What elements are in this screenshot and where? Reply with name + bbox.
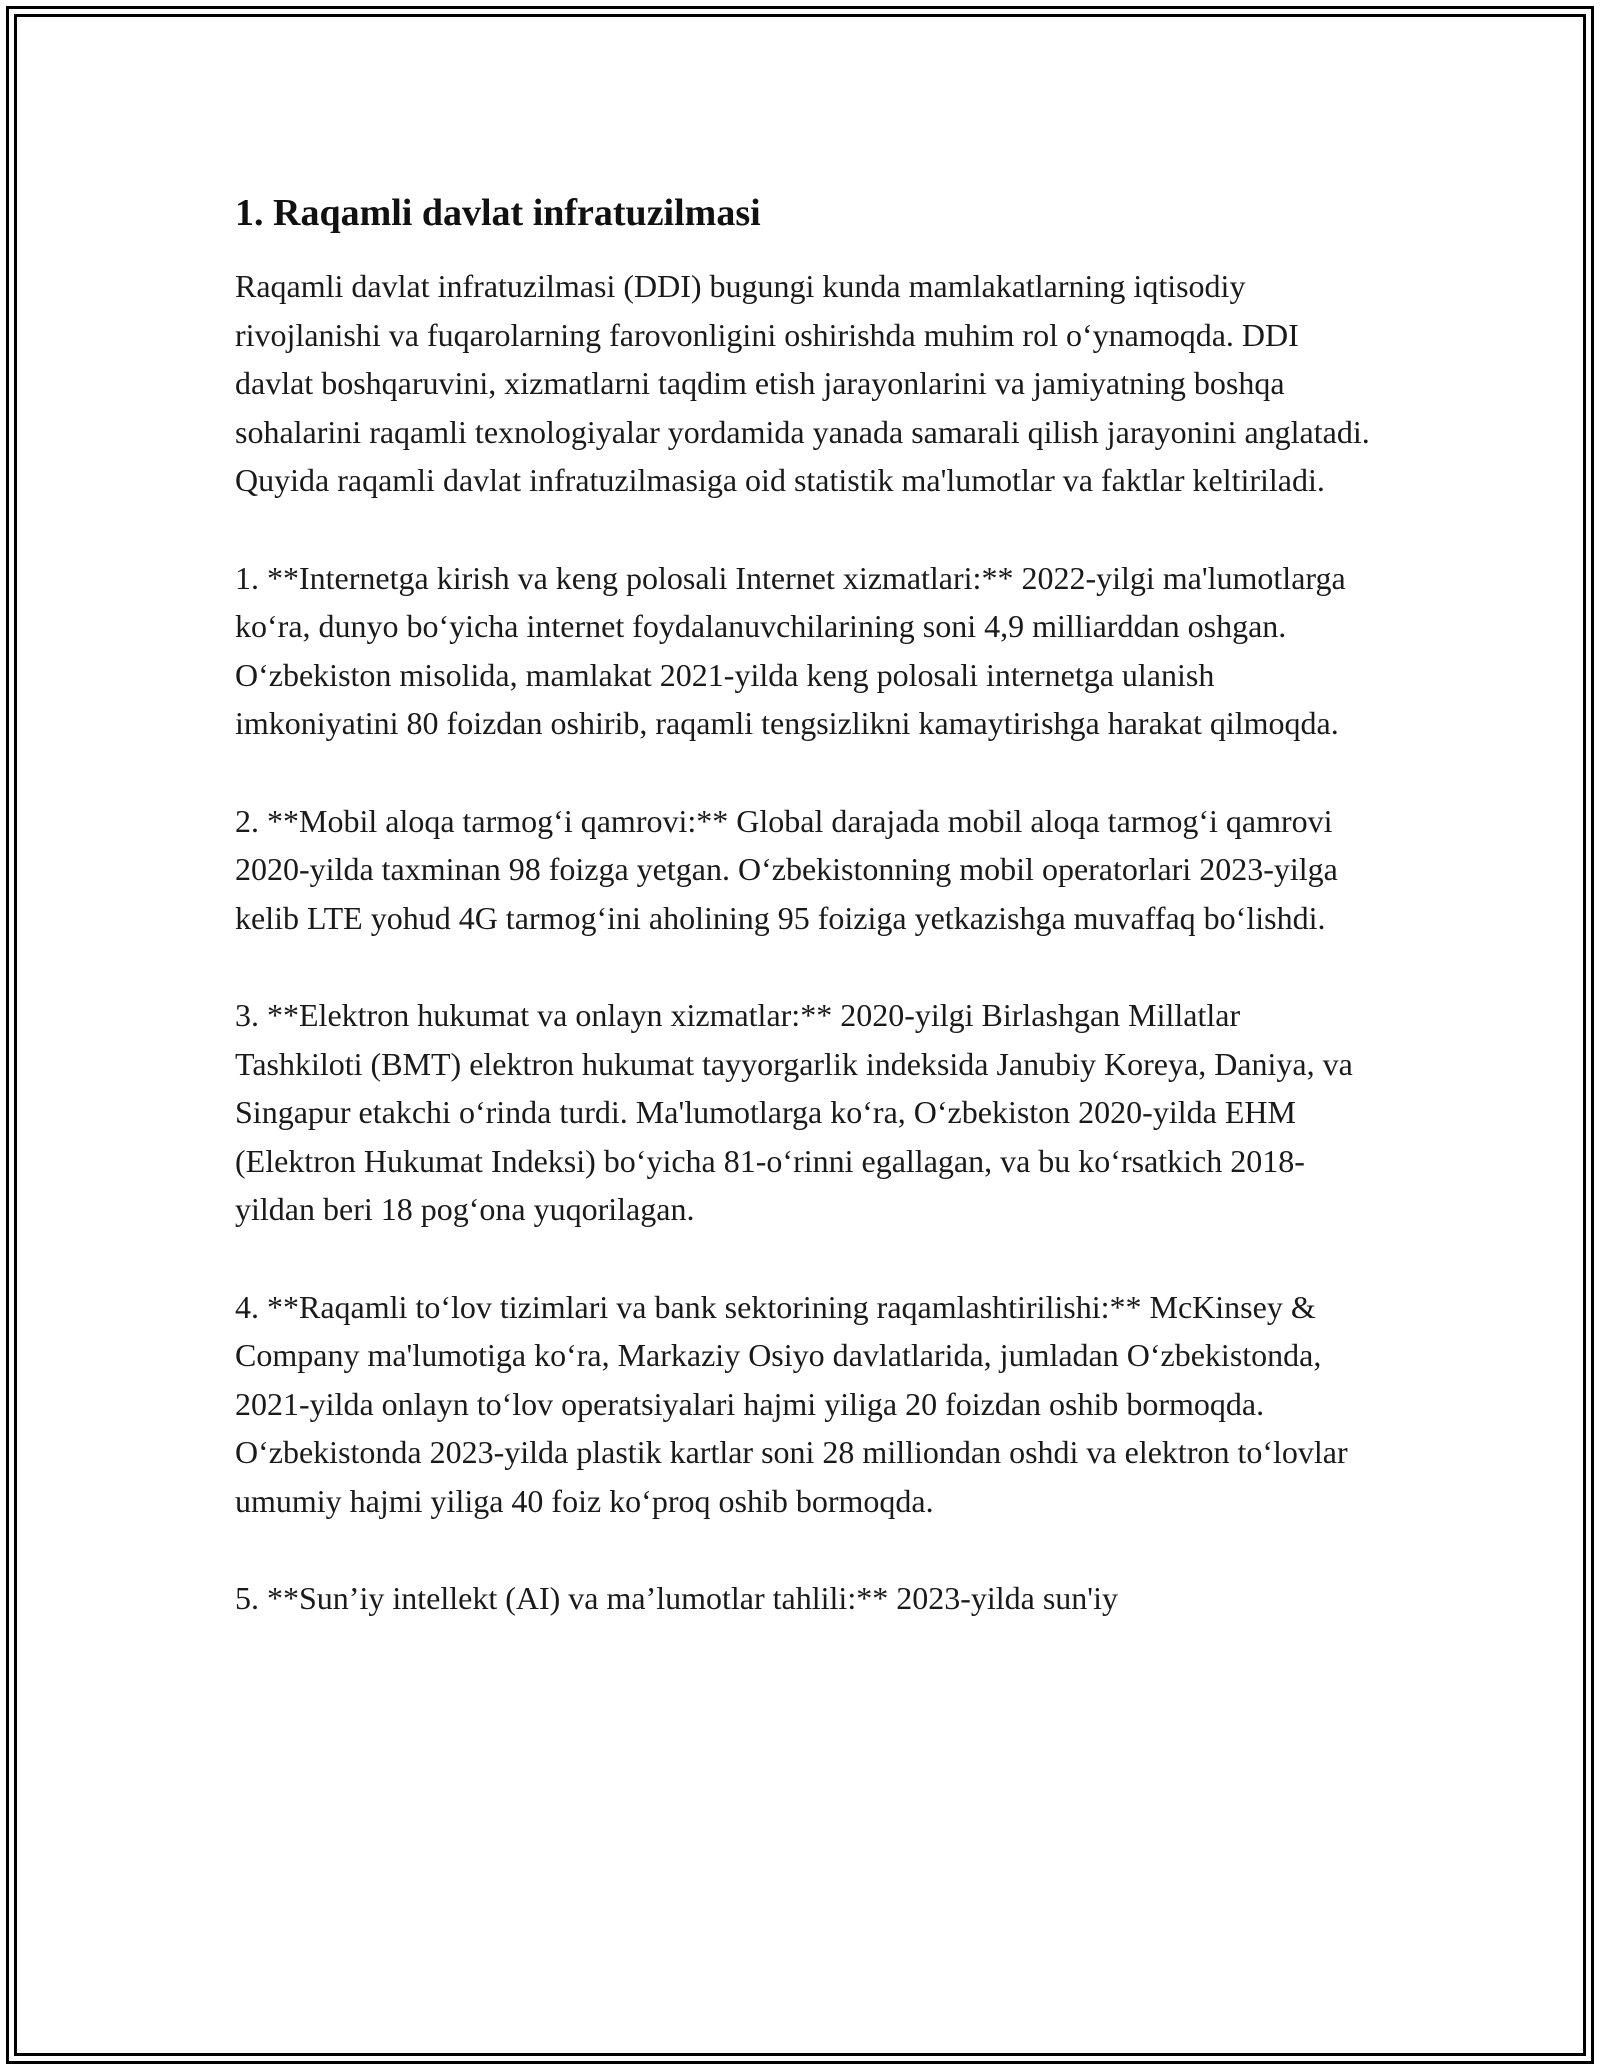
list-item-payments: 4. **Raqamli to‘lov tizimlari va bank sektorining raqamlashtirilishi:** McKinsey & Company ma'lumotiga ko‘ra, Markaziy Osiyo davlatlarida, jumladan O‘zbekistonda, 2021-yilda onlayn to‘lov operatsiyalari hajmi yiliga 20 foizdan oshib bormoqda. O‘zbekistonda 2023-yilda plastik kartlar soni 28 milliondan oshdi va elektron to‘lovlar umumiy hajmi yiliga 40 foiz ko‘proq oshib bormoqda. <box>235 1288 1348 1519</box>
list-item-mobile: 2. **Mobil aloqa tarmog‘i qamrovi:** Global darajada mobil aloqa tarmog‘i qamrovi 2020-yilda taxminan 98 foizga yetgan. O‘zbekistonning mobil operatorlari 2023-yilga kelib LTE yohud 4G tarmog‘ini aholining 95 foiziga yetkazishga muvaffaq bo‘lishdi. <box>235 802 1338 936</box>
list-item-ai: 5. **Sun’iy intellekt (AI) va ma’lumotlar tahlili:** 2023-yilda sun'iy <box>235 1580 1118 1616</box>
list-item-internet: 1. **Internetga kirish va keng polosali Internet xizmatlari:** 2022-yilgi ma'lumotlarga ko‘ra, dunyo bo‘yicha internet foydalanuvchilarining soni 4,9 milliarddan oshgan. O‘zbekiston misolida, mamlakat 2021-yilda keng polosali internetga ulanish imkoniyatini 80 foizdan oshirib, raqamli tengsizlikni kamaytirishga harakat qilmoqda. <box>235 559 1346 741</box>
document-body <box>235 186 1370 1672</box>
intro-paragraph: Raqamli davlat infratuzilmasi (DDI) bugungi kunda mamlakatlarning iqtisodiy rivojlanishi va fuqarolarning farovonligini oshirishda muhim rol o‘ynamoqda. DDI davlat boshqaruvini, xizmatlarni taqdim etish jarayonlarini va jamiyatning boshqa sohalarini raqamli texnologiyalar yordamida yanada samarali qilish jarayonini anglatadi. Quyida raqamli davlat infratuzilmasiga oid statistik ma'lumotlar va faktlar keltiriladi. <box>235 268 1370 498</box>
section-heading: 1. Raqamli davlat infratuzilmasi <box>235 192 761 234</box>
list-item-egovernment: 3. **Elektron hukumat va onlayn xizmatlar:** 2020-yilgi Birlashgan Millatlar Tashkiloti (BMT) elektron hukumat tayyorgarlik indeksida Janubiy Koreya, Daniya, va Singapur etakchi o‘rinda turdi. Ma'lumotlarga ko‘ra, O‘zbekiston 2020-yilda EHM (Elektron Hukumat Indeksi) bo‘yicha 81-o‘rinni egallagan, va bu ko‘rsatkich 2018-yildan beri 18 pog‘ona yuqorilagan. <box>235 997 1353 1227</box>
